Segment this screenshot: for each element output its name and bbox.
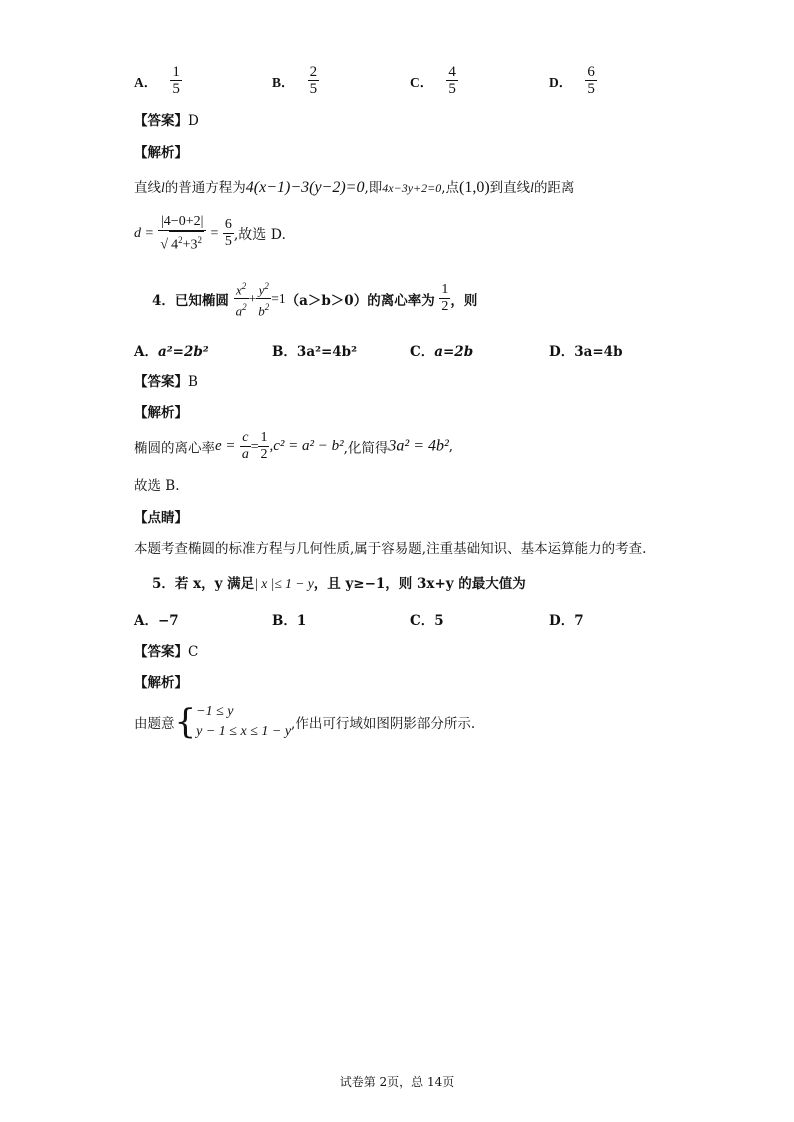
q3-option-c xyxy=(410,64,458,97)
q3-analysis-line2: d = $\frac{|4-0+2|}{√ 4^2+3^2}$ = $\frac{6}{5}$ ,故选 D. xyxy=(134,214,286,253)
eccentricity-fraction: $\frac{1}{2}$ xyxy=(441,282,449,315)
left-brace: { xyxy=(174,702,197,742)
ellipse-x-term: $\frac{x^2}{a^2}$ xyxy=(235,281,247,319)
q5-option-a: A．−7 xyxy=(134,613,179,629)
q5-analysis-label: 【解析】 xyxy=(134,675,188,691)
q3-option-d xyxy=(549,64,597,97)
option-letter: A． xyxy=(134,74,158,90)
q5-option-c: C．5 xyxy=(410,613,444,629)
q3-answer xyxy=(134,109,199,129)
q4-analysis-label: 【解析】 xyxy=(134,405,188,421)
q5-answer: 【答案】C xyxy=(134,644,199,660)
q5-analysis-line: 由题意{ −1 ≤ y y − 1 ≤ x ≤ 1 − y ,作出可行域如图阴影部分所示. xyxy=(134,702,476,742)
q4-option-b: B．3a²=4b² xyxy=(272,344,358,360)
c-over-a-fraction: $\frac{c}{a}$ xyxy=(241,430,249,462)
page-footer: 试卷第 2页，总 14页 xyxy=(339,1075,455,1089)
option-letter: C． xyxy=(410,74,434,90)
q4-question: 4．已知椭圆 $\frac{x^2}{a^2}$ + $\frac{y^2}{b^2}$ =1（a＞b＞0）的离心率为 $\frac{1}{2}$ ，则 xyxy=(152,278,477,320)
q4-option-d: D．3a=4b xyxy=(549,344,623,360)
q4-option-a: A．a²=2b² xyxy=(134,344,209,360)
q5-option-b: B．1 xyxy=(272,613,307,629)
option-letter: D． xyxy=(549,74,573,90)
answer-label: 【答案】 xyxy=(134,113,188,129)
option-fraction: $\frac{1}{5}$ xyxy=(172,64,180,97)
q4-answer: 【答案】B xyxy=(134,374,198,390)
result-fraction: $\frac{6}{5}$ xyxy=(224,217,232,250)
q4-comment: 本题考查椭圆的标准方程与几何性质,属于容易题,注重基础知识、基本运算能力的考查. xyxy=(134,541,647,557)
option-fraction: $\frac{2}{5}$ xyxy=(309,64,318,97)
q5-option-d: D．7 xyxy=(549,613,584,629)
q4-conclusion: 故选 B. xyxy=(134,478,180,494)
q3-option-a xyxy=(134,64,182,97)
q4-option-c: C．a=2b xyxy=(410,344,474,360)
sqrt-sign: √ xyxy=(160,237,169,253)
ellipse-y-term: $\frac{y^2}{b^2}$ xyxy=(258,281,270,319)
option-fraction: $\frac{4}{5}$ xyxy=(448,64,456,97)
q5-question: 5．若 x，y 满足| x |≤ 1 − y，且 y≥−1，则 3x+y 的最大值为 xyxy=(152,576,526,592)
option-fraction: $\frac{6}{5}$ xyxy=(587,64,595,97)
distance-fraction: $\frac{|4-0+2|}{√ 4^2+3^2}$ xyxy=(158,214,206,254)
half-fraction: $\frac{1}{2}$ xyxy=(260,430,268,462)
answer-value: D xyxy=(188,113,199,129)
inequality-system: −1 ≤ y y − 1 ≤ x ≤ 1 − y xyxy=(196,704,292,739)
q4-comment-label: 【点睛】 xyxy=(134,510,188,526)
q3-analysis-line1: 直线l的普通方程为4(x−1)−3(y−2)=0,即4x−3y+2=0,点(1,0)到直线l的距离 xyxy=(134,179,575,196)
q4-analysis-line: 椭圆的离心率e = $\frac{c}{a}$ = $\frac{1}{2}$ ,c² = a² − b²,化简得3a² = 4b², xyxy=(134,430,454,462)
q3-option-b xyxy=(272,64,319,97)
option-letter: B． xyxy=(272,74,295,90)
q3-analysis-label: 【解析】 xyxy=(134,145,188,161)
